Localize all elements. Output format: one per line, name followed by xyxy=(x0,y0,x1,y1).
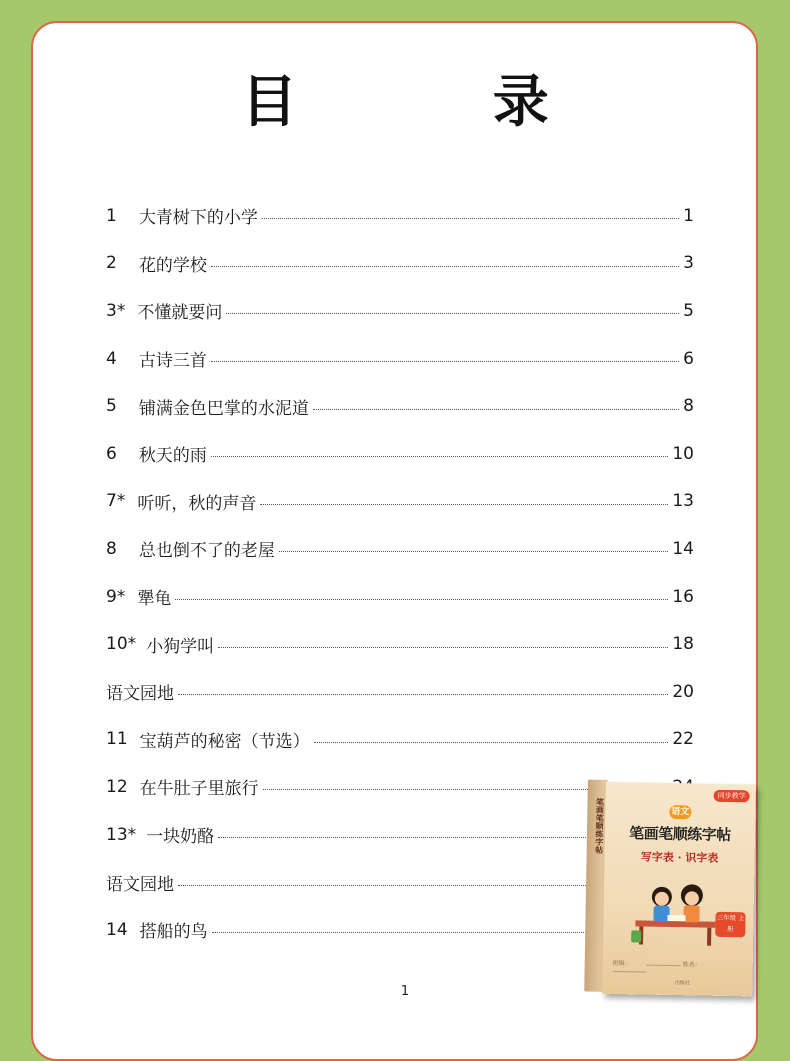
toc-entry-title: 小狗学叫 xyxy=(146,636,215,657)
toc-dot-leader xyxy=(260,504,668,505)
toc-entry-title: 语文园地 xyxy=(106,874,174,895)
toc-entry-number: 6 xyxy=(106,443,117,464)
toc-entry xyxy=(106,192,694,240)
toc-entry xyxy=(106,382,694,430)
toc-entry-number: 11 xyxy=(106,729,128,750)
toc-entry-number: 14 xyxy=(106,919,128,940)
toc-entry-page: 22 xyxy=(672,729,694,750)
toc-entry-number: 13* xyxy=(106,824,137,845)
toc-dot-leader xyxy=(313,409,679,410)
toc-entry-page: 14 xyxy=(672,538,694,559)
page-number: 1 xyxy=(400,984,410,999)
toc-entry-page: 16 xyxy=(672,586,694,607)
toc-dot-leader xyxy=(178,694,668,695)
book-front-cover xyxy=(602,782,756,997)
toc-entry-page: 1 xyxy=(683,205,694,226)
brand-badge: 同步教学 xyxy=(714,790,750,803)
book-title: 笔画笔顺练字帖 xyxy=(629,824,731,845)
toc-entry-title: 不懂就要问 xyxy=(137,303,223,324)
toc-entry-number: 12 xyxy=(106,776,128,797)
toc-entry xyxy=(106,430,694,478)
toc-entry-title: 语文园地 xyxy=(106,684,174,705)
toc-entry-page: 8 xyxy=(683,396,694,417)
toc-entry-title: 搭船的鸟 xyxy=(139,922,208,943)
toc-dot-leader xyxy=(211,361,679,362)
toc-entry-page: 3 xyxy=(683,253,694,274)
toc-entry xyxy=(106,668,694,716)
toc-entry-title: 一块奶酪 xyxy=(146,827,215,848)
toc-entry-title: 古诗三首 xyxy=(138,351,207,372)
toc-entry xyxy=(106,525,694,573)
toc-dot-leader xyxy=(175,599,668,600)
toc-entry xyxy=(106,716,694,764)
name-label: 姓名： xyxy=(682,961,701,969)
toc-entry-number: 9* xyxy=(106,586,126,607)
toc-dot-leader xyxy=(314,742,669,743)
publisher-logo: 出版社 xyxy=(674,980,690,987)
page-title: 目 录 xyxy=(241,70,637,135)
toc-entry-title: 犟龟 xyxy=(137,589,172,610)
toc-entry-title: 花的学校 xyxy=(138,255,207,276)
class-label: 班级： xyxy=(612,959,631,968)
toc-entry-page: 6 xyxy=(683,348,694,369)
book-subtitle: 写字表 · 识字表 xyxy=(640,850,719,865)
toc-entry-title: 秋天的雨 xyxy=(138,446,207,467)
toc-entry-page: 5 xyxy=(683,300,694,321)
toc-dot-leader xyxy=(262,218,679,219)
toc-entry-number: 3* xyxy=(106,300,126,321)
toc-entry-title: 听听，秋的声音 xyxy=(137,493,257,514)
toc-entry xyxy=(106,240,694,288)
toc-entry-number: 5 xyxy=(106,396,117,417)
grade-badge: 三年级 上册 xyxy=(715,912,745,938)
toc-dot-leader xyxy=(279,551,669,552)
toc-entry xyxy=(106,478,694,526)
kids-studying-illustration xyxy=(625,874,726,948)
toc-entry-number: 8 xyxy=(106,538,117,559)
toc-dot-leader xyxy=(211,456,669,457)
toc-entry xyxy=(106,620,694,668)
toc-entry-title: 铺满金色巴掌的水泥道 xyxy=(138,398,309,419)
toc-entry-title: 在牛肚子里旅行 xyxy=(139,779,259,800)
toc-entry-title: 宝葫芦的秘密（节选） xyxy=(139,731,310,752)
toc-entry-page: 20 xyxy=(672,681,694,702)
toc-entry-title: 大青树下的小学 xyxy=(138,208,258,229)
toc-dot-leader xyxy=(218,647,668,648)
toc-entry-number: 2 xyxy=(106,253,117,274)
name-fields xyxy=(613,958,743,976)
toc-entry-number: 1 xyxy=(106,205,117,226)
subject-badge: 语文 xyxy=(669,805,691,819)
toc-entry-page: 13 xyxy=(672,491,694,512)
toc-entry-number: 7* xyxy=(106,491,126,512)
toc-entry-number: 10* xyxy=(106,634,137,655)
toc-entry xyxy=(106,335,694,383)
book-cover-thumbnail xyxy=(584,780,758,1001)
toc-entry-page: 10 xyxy=(672,443,694,464)
toc-entry-number: 4 xyxy=(106,348,117,369)
toc-entry xyxy=(106,287,694,335)
toc-entry-page: 18 xyxy=(672,634,694,655)
toc-entry xyxy=(106,573,694,621)
toc-dot-leader xyxy=(226,313,679,314)
book-spine-title: 笔画笔顺练字帖 xyxy=(594,797,605,854)
toc-dot-leader xyxy=(211,266,679,267)
toc-entry-title: 总也倒不了的老屋 xyxy=(138,541,275,562)
